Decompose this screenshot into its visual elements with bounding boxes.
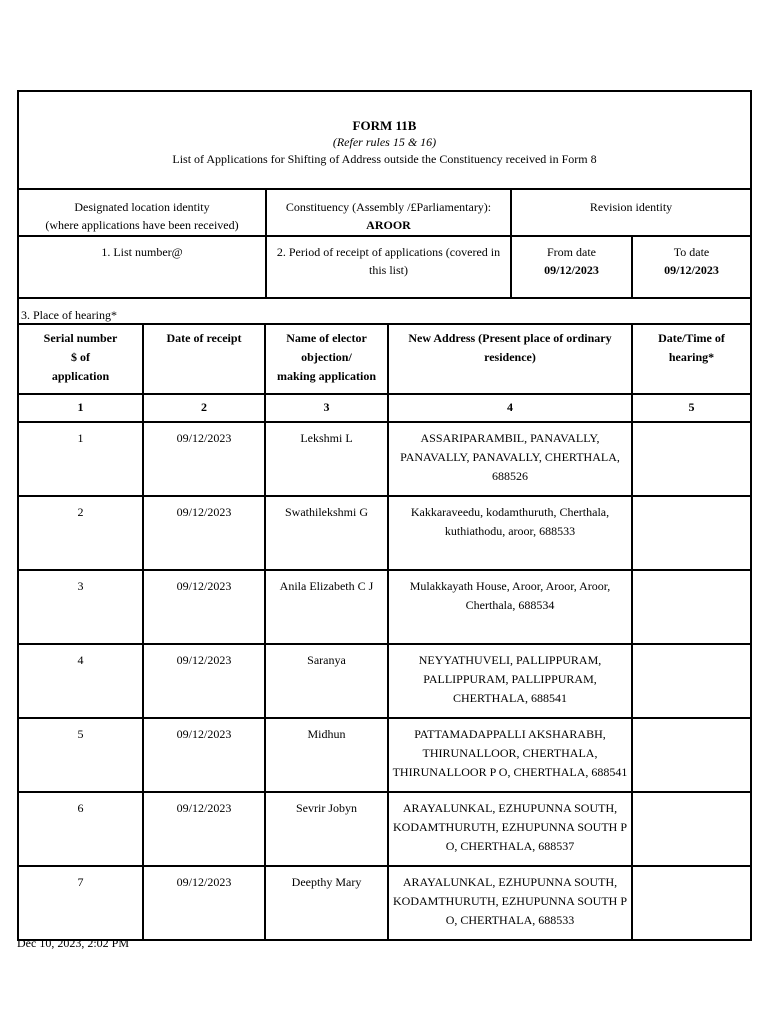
serial-cell: 2 (19, 496, 143, 570)
hearing-cell (632, 570, 750, 644)
constituency-cell (265, 190, 510, 235)
serial-cell: 5 (19, 718, 143, 792)
name-cell: Swathilekshmi G (265, 496, 388, 570)
form-header (19, 92, 750, 190)
table-header-row (19, 325, 750, 394)
applications-table (19, 325, 750, 939)
address-cell: ARAYALUNKAL, EZHUPUNNA SOUTH, KODAMTHURUTH, EZHUPUNNA SOUTH P O, CHERTHALA, 688537 (388, 792, 632, 866)
address-cell: NEYYATHUVELI, PALLIPPURAM, PALLIPPURAM, PALLIPPURAM, CHERTHALA, 688541 (388, 644, 632, 718)
name-cell: Midhun (265, 718, 388, 792)
column-number: 4 (388, 394, 632, 422)
table-row (19, 718, 750, 792)
from-date-label: From date (547, 245, 596, 259)
table-row (19, 570, 750, 644)
revision-identity-cell (510, 190, 750, 235)
designated-location-note: (where applications have been received) (45, 218, 239, 232)
list-number-cell (19, 237, 265, 297)
constituency-value: AROOR (366, 218, 411, 232)
name-cell: Anila Elizabeth C J (265, 570, 388, 644)
address-cell: Kakkaraveedu, kodamthuruth, Cherthala, kuthiathodu, aroor, 688533 (388, 496, 632, 570)
serial-cell: 3 (19, 570, 143, 644)
name-cell: Deepthy Mary (265, 866, 388, 939)
table-row (19, 792, 750, 866)
serial-cell: 4 (19, 644, 143, 718)
column-number: 5 (632, 394, 750, 422)
header-hearing: Date/Time of hearing* (632, 325, 750, 394)
to-date-cell (631, 237, 750, 297)
list-number-label: 1. List number@ (101, 245, 183, 259)
name-cell: Saranya (265, 644, 388, 718)
serial-cell: 1 (19, 422, 143, 496)
table-row (19, 644, 750, 718)
from-date-value: 09/12/2023 (544, 263, 599, 277)
table-row (19, 496, 750, 570)
to-date-label: To date (673, 245, 710, 259)
hearing-cell (632, 422, 750, 496)
date-cell: 09/12/2023 (143, 718, 265, 792)
address-cell: Mulakkayath House, Aroor, Aroor, Aroor, Cherthala, 688534 (388, 570, 632, 644)
date-cell: 09/12/2023 (143, 422, 265, 496)
form-title: FORM 11B (352, 118, 417, 133)
name-cell: Sevrir Jobyn (265, 792, 388, 866)
address-cell: ASSARIPARAMBIL, PANAVALLY, PANAVALLY, PANAVALLY, CHERTHALA, 688526 (388, 422, 632, 496)
hearing-cell (632, 792, 750, 866)
column-number: 3 (265, 394, 388, 422)
header-serial: Serial number $ of application (19, 325, 143, 394)
header-name: Name of elector objection/ making application (265, 325, 388, 394)
from-date-cell (510, 237, 631, 297)
address-cell: PATTAMADAPPALLI AKSHARABH, THIRUNALLOOR, CHERTHALA, THIRUNALLOOR P O, CHERTHALA, 688541 (388, 718, 632, 792)
period-cell (265, 237, 510, 297)
place-of-hearing: 3. Place of hearing* (19, 299, 750, 325)
hearing-cell (632, 496, 750, 570)
designated-location-label: Designated location identity (74, 200, 210, 214)
serial-cell: 6 (19, 792, 143, 866)
designated-location-cell (19, 190, 265, 235)
column-number: 1 (19, 394, 143, 422)
hearing-cell (632, 644, 750, 718)
hearing-cell (632, 718, 750, 792)
form-11b (17, 90, 752, 941)
revision-identity-label: Revision identity (589, 200, 673, 214)
header-date-receipt: Date of receipt (143, 325, 265, 394)
name-cell: Lekshmi L (265, 422, 388, 496)
form-subtitle: List of Applications for Shifting of Address outside the Constituency received in Form 8 (172, 152, 597, 166)
table-row (19, 422, 750, 496)
header-address: New Address (Present place of ordinary residence) (388, 325, 632, 394)
date-cell: 09/12/2023 (143, 570, 265, 644)
hearing-cell (632, 866, 750, 939)
print-timestamp: Dec 10, 2023, 2:02 PM (17, 936, 129, 950)
list-row (19, 237, 750, 299)
date-cell: 09/12/2023 (143, 866, 265, 939)
table-row (19, 866, 750, 939)
to-date-value: 09/12/2023 (664, 263, 719, 277)
constituency-label: Constituency (Assembly /£Parliamentary): (285, 200, 492, 214)
form-rules: (Refer rules 15 & 16) (332, 135, 437, 149)
date-cell: 09/12/2023 (143, 496, 265, 570)
date-cell: 09/12/2023 (143, 792, 265, 866)
address-cell: ARAYALUNKAL, EZHUPUNNA SOUTH, KODAMTHURUTH, EZHUPUNNA SOUTH P O, CHERTHALA, 688533 (388, 866, 632, 939)
serial-cell: 7 (19, 866, 143, 939)
column-number-row (19, 394, 750, 422)
location-row (19, 190, 750, 237)
date-cell: 09/12/2023 (143, 644, 265, 718)
period-label: 2. Period of receipt of applications (covered in this list) (276, 245, 501, 277)
column-number: 2 (143, 394, 265, 422)
